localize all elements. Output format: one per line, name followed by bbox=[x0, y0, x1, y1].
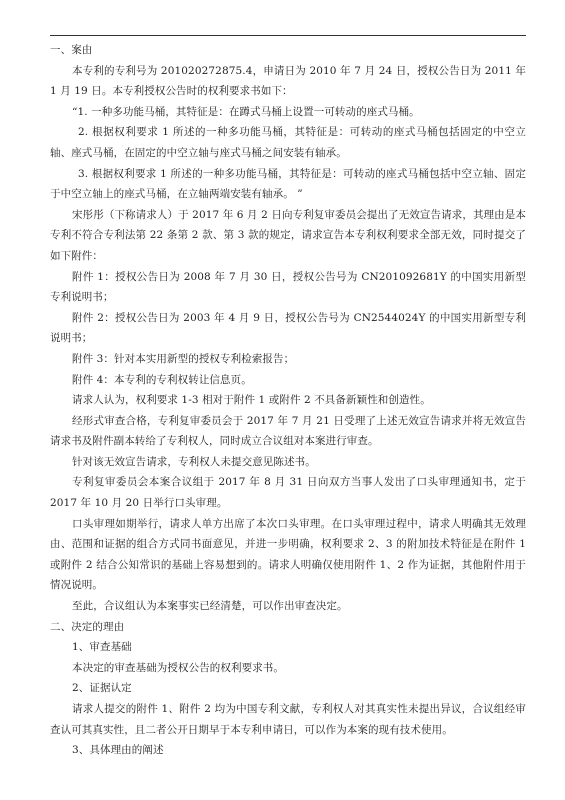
paragraph: 3、具体理由的阐述 bbox=[72, 744, 164, 757]
paragraph: 至此，合议组认为本案事实已经清楚，可以作出审查决定。 bbox=[72, 600, 348, 613]
paragraph: 2、证据认定 bbox=[72, 682, 132, 695]
section-heading: 二、决定的理由 bbox=[50, 620, 125, 633]
paragraph: 本专利的专利号为 201020272875.4，申请日为 2010 年 7 月 24 日，授权公告日为 2011 年 1 月 19 日。本专利授权公告时的权利要求书如下： bbox=[50, 64, 526, 98]
section-heading: 一、案由 bbox=[50, 44, 93, 56]
paragraph: 附件 3：针对本实用新型的授权专利检索报告； bbox=[72, 352, 295, 365]
document-body bbox=[50, 40, 526, 761]
top-rule bbox=[50, 35, 526, 36]
paragraph: 2. 根据权利要求 1 所述的一种多功能马桶，其特征是：可转动的座式马桶包括固定的中空立轴、座式马桶，在固定的中空立轴与座式马桶之间安装有轴承。 bbox=[50, 126, 526, 159]
paragraph: 本决定的审查基础为授权公告的权利要求书。 bbox=[72, 661, 284, 674]
paragraph: 经形式审查合格，专利复审委员会于 2017 年 7 月 21 日受理了上述无效宣告请求并将无效宣告请求书及附件副本转给了专利权人，同时成立合议组对本案进行审查。 bbox=[50, 414, 526, 448]
paragraph: 请求人认为，权利要求 1-3 相对于附件 1 或附件 2 不具备新颖性和创造性。 bbox=[72, 394, 431, 407]
paragraph: 针对该无效宣告请求，专利权人未提交意见陈述书。 bbox=[72, 455, 316, 468]
paragraph: 请求人提交的附件 1、附件 2 均为中国专利文献，专利权人对其真实性未提出异议，合议组经审查认可其真实性，且二者公开日期早于本专利申请日，可以作为本案的现有技术使用。 bbox=[50, 703, 526, 736]
paragraph: 1、审查基础 bbox=[72, 641, 132, 654]
paragraph: 附件 1：授权公告日为 2008 年 7 月 30 日，授权公告号为 CN201092681Y 的中国实用新型专利说明书； bbox=[50, 270, 526, 304]
paragraph: 3. 根据权利要求 1 所述的一种多功能马桶，其特征是：可转动的座式马桶包括中空立轴、固定于中空立轴上的座式马桶，在立轴两端安装有轴承。 ” bbox=[50, 167, 526, 201]
paragraph: 附件 2：授权公告日为 2003 年 4 月 9 日，授权公告号为 CN2544024Y 的中国实用新型专利说明书； bbox=[50, 311, 526, 345]
paragraph: “1. 一种多功能马桶，其特征是：在蹲式马桶上设置一可转动的座式马桶。 bbox=[72, 105, 420, 118]
paragraph: 口头审理如期举行，请求人单方出席了本次口头审理。在口头审理过程中，请求人明确其无效理由、范围和证据的组合方式同书面意见，并进一步明确，权利要求 2、3 的附加技术特征是在附件 1 或附件 2 结合公知常识的基础上容易想到的。请求人明确仅使用附件 1、2 作为证据，其他附件用于情况说明。 bbox=[50, 517, 526, 592]
paragraph: 附件 4：本专利的专利权转让信息页。 bbox=[72, 373, 252, 386]
paragraph: 专利复审委员会本案合议组于 2017 年 8 月 31 日向双方当事人发出了口头审理通知书，定于 2017 年 10 月 20 日举行口头审理。 bbox=[50, 476, 526, 510]
paragraph: 宋彤彤（下称请求人）于 2017 年 6 月 2 日向专利复审委员会提出了无效宣告请求，其理由是本专利不符合专利法第 22 条第 2 款、第 3 款的规定，请求宣告本专利权利要求全部无效，同时提交了如下附件： bbox=[50, 208, 526, 262]
